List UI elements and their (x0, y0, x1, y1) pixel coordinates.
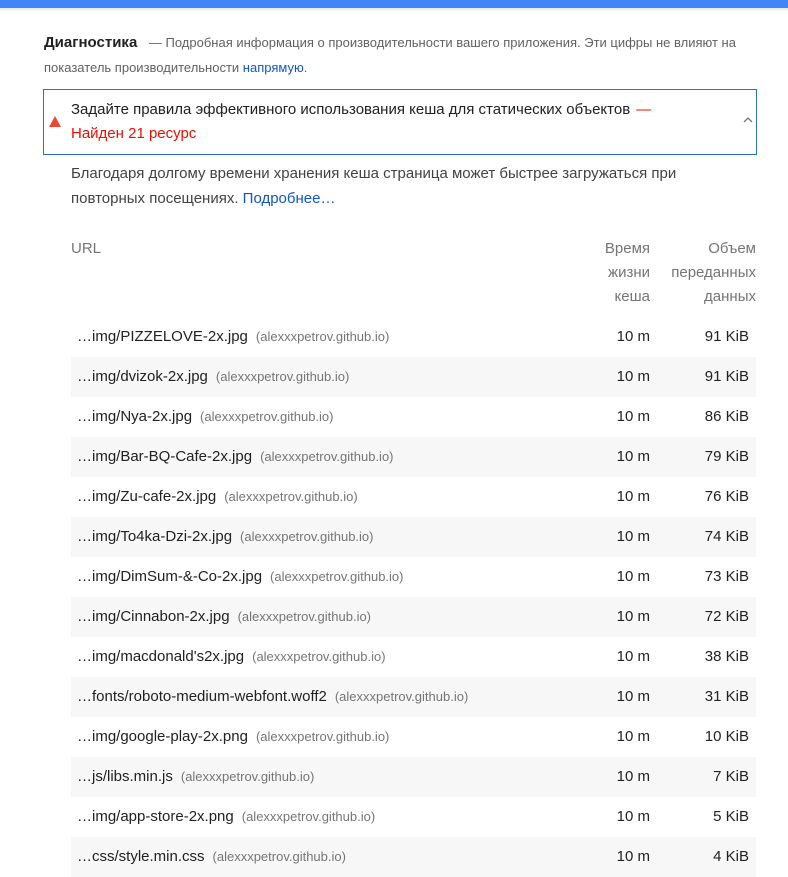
resource-host: (alexxxpetrov.github.io) (224, 489, 358, 504)
resource-url-cell (77, 557, 403, 597)
resource-url-link[interactable]: …img/To4ka-Dzi-2x.jpg (77, 528, 233, 545)
chevron-up-icon[interactable] (743, 115, 753, 125)
table-row (71, 637, 756, 677)
diagnostics-direct-link[interactable]: напрямую (242, 60, 304, 75)
resource-url-link[interactable]: …img/DimSum-&-Co-2x.jpg (77, 568, 263, 585)
transfer-size-cell: 31 KiB (704, 688, 749, 705)
diagnostics-subtitle: — Подробная информация о производительности вашего приложения. Эти цифры не влияют на показатель производительности (44, 35, 736, 75)
audit-title-dash: — (636, 101, 652, 118)
diagnostics-subtitle-end: . (303, 60, 308, 75)
resource-host: (alexxxpetrov.github.io) (180, 769, 315, 784)
transfer-size-cell: 5 KiB (713, 808, 749, 825)
transfer-size-cell: 79 KiB (704, 448, 749, 465)
audit-description-text: Благодаря долгому времени хранения кеша страница может быстрее загружаться при повторных посещениях. (71, 165, 677, 207)
top-accent-bar (0, 0, 788, 8)
cache-ttl-cell: 10 m (616, 848, 650, 865)
column-header-transfer-size: Объем переданных данных (671, 240, 756, 305)
resource-url-link[interactable]: …js/libs.min.js (77, 768, 173, 785)
resource-url-cell (77, 837, 346, 877)
resource-url-cell (77, 677, 468, 717)
audit-title: Задайте правила эффективного использования кеша для статических объектов (71, 101, 631, 118)
top-bar-shadow (0, 8, 788, 12)
transfer-size-cell: 7 KiB (713, 768, 749, 785)
resource-host: (alexxxpetrov.github.io) (255, 729, 390, 744)
resource-url-cell (77, 357, 349, 397)
resource-url-cell (77, 317, 389, 357)
transfer-size-cell: 76 KiB (704, 488, 749, 505)
resource-host: (alexxxpetrov.github.io) (241, 809, 376, 824)
warning-triangle-icon (49, 116, 61, 127)
table-row (71, 597, 756, 637)
table-row (71, 397, 756, 437)
cache-ttl-cell: 10 m (616, 408, 650, 425)
table-row (71, 357, 756, 397)
table-row (71, 717, 756, 757)
cache-ttl-cell: 10 m (616, 768, 650, 785)
cache-ttl-cell: 10 m (616, 488, 650, 505)
resource-host: (alexxxpetrov.github.io) (260, 449, 394, 464)
transfer-size-cell: 73 KiB (704, 568, 749, 585)
resource-url-link[interactable]: …fonts/roboto-medium-webfont.woff2 (77, 688, 327, 705)
cache-policy-audit-header[interactable] (43, 89, 757, 155)
resource-url-cell (77, 597, 371, 637)
resource-url-link[interactable]: …img/Bar-BQ-Cafe-2x.jpg (77, 448, 253, 465)
table-row (71, 557, 756, 597)
audit-title-block (71, 98, 731, 146)
resource-url-link[interactable]: …img/Nya-2x.jpg (77, 408, 193, 425)
table-row (71, 757, 756, 797)
resource-host: (alexxxpetrov.github.io) (200, 409, 334, 424)
resource-url-link[interactable]: …img/app-store-2x.png (77, 808, 234, 825)
cache-ttl-cell: 10 m (616, 648, 650, 665)
cache-ttl-cell: 10 m (616, 448, 650, 465)
resource-url-cell (77, 437, 394, 477)
resource-url-link[interactable]: …img/Cinnabon-2x.jpg (77, 608, 230, 625)
cache-ttl-cell: 10 m (616, 688, 650, 705)
transfer-size-cell: 4 KiB (713, 848, 749, 865)
transfer-size-cell: 86 KiB (704, 408, 749, 425)
cache-ttl-cell: 10 m (616, 368, 650, 385)
column-header-url: URL (71, 240, 102, 257)
cache-ttl-cell: 10 m (616, 608, 650, 625)
table-row (71, 837, 756, 877)
transfer-size-cell: 74 KiB (704, 528, 749, 545)
resource-host: (alexxxpetrov.github.io) (240, 529, 374, 544)
transfer-size-cell: 91 KiB (704, 328, 749, 345)
resource-host: (alexxxpetrov.github.io) (237, 609, 372, 624)
cache-ttl-cell: 10 m (616, 728, 650, 745)
table-header (71, 236, 756, 317)
transfer-size-cell: 91 KiB (704, 368, 749, 385)
resource-url-cell (77, 637, 386, 677)
resource-url-cell (77, 717, 389, 757)
audit-description (71, 161, 751, 211)
resource-host: (alexxxpetrov.github.io) (212, 849, 346, 864)
resource-host: (alexxxpetrov.github.io) (270, 569, 404, 584)
table-row (71, 317, 756, 357)
cache-ttl-cell: 10 m (616, 568, 650, 585)
resource-host: (alexxxpetrov.github.io) (252, 649, 386, 664)
table-row (71, 477, 756, 517)
resource-host: (alexxxpetrov.github.io) (215, 369, 350, 384)
transfer-size-cell: 72 KiB (704, 608, 749, 625)
diagnostics-header (44, 30, 744, 80)
learn-more-link[interactable]: Подробнее… (242, 190, 336, 207)
resource-url-cell (77, 797, 375, 837)
resource-url-link[interactable]: …img/google-play-2x.png (77, 728, 248, 745)
resource-url-link[interactable]: …img/dvizok-2x.jpg (77, 368, 208, 385)
resource-url-link[interactable]: …img/PIZZELOVE-2x.jpg (77, 328, 248, 345)
resources-table (71, 236, 756, 877)
cache-ttl-cell: 10 m (616, 328, 650, 345)
resource-url-cell (77, 477, 358, 517)
resource-url-cell (77, 517, 373, 557)
table-body (71, 317, 756, 877)
resource-host: (alexxxpetrov.github.io) (255, 329, 390, 344)
table-row (71, 437, 756, 477)
table-row (71, 797, 756, 837)
resource-host: (alexxxpetrov.github.io) (334, 689, 469, 704)
audit-found-count: Найден 21 ресурс (71, 125, 197, 142)
cache-ttl-cell: 10 m (616, 528, 650, 545)
resource-url-cell (77, 757, 314, 797)
diagnostics-title: Диагностика (44, 34, 138, 51)
resource-url-link[interactable]: …css/style.min.css (77, 848, 205, 865)
resource-url-cell (77, 397, 333, 437)
cache-ttl-cell: 10 m (616, 808, 650, 825)
column-header-cache-ttl: Время жизни кеша (604, 240, 650, 305)
resource-url-link[interactable]: …img/macdonald's2x.jpg (77, 648, 245, 665)
transfer-size-cell: 10 KiB (704, 728, 749, 745)
transfer-size-cell: 38 KiB (704, 648, 749, 665)
table-row (71, 677, 756, 717)
table-row (71, 517, 756, 557)
resource-url-link[interactable]: …img/Zu-cafe-2x.jpg (77, 488, 217, 505)
